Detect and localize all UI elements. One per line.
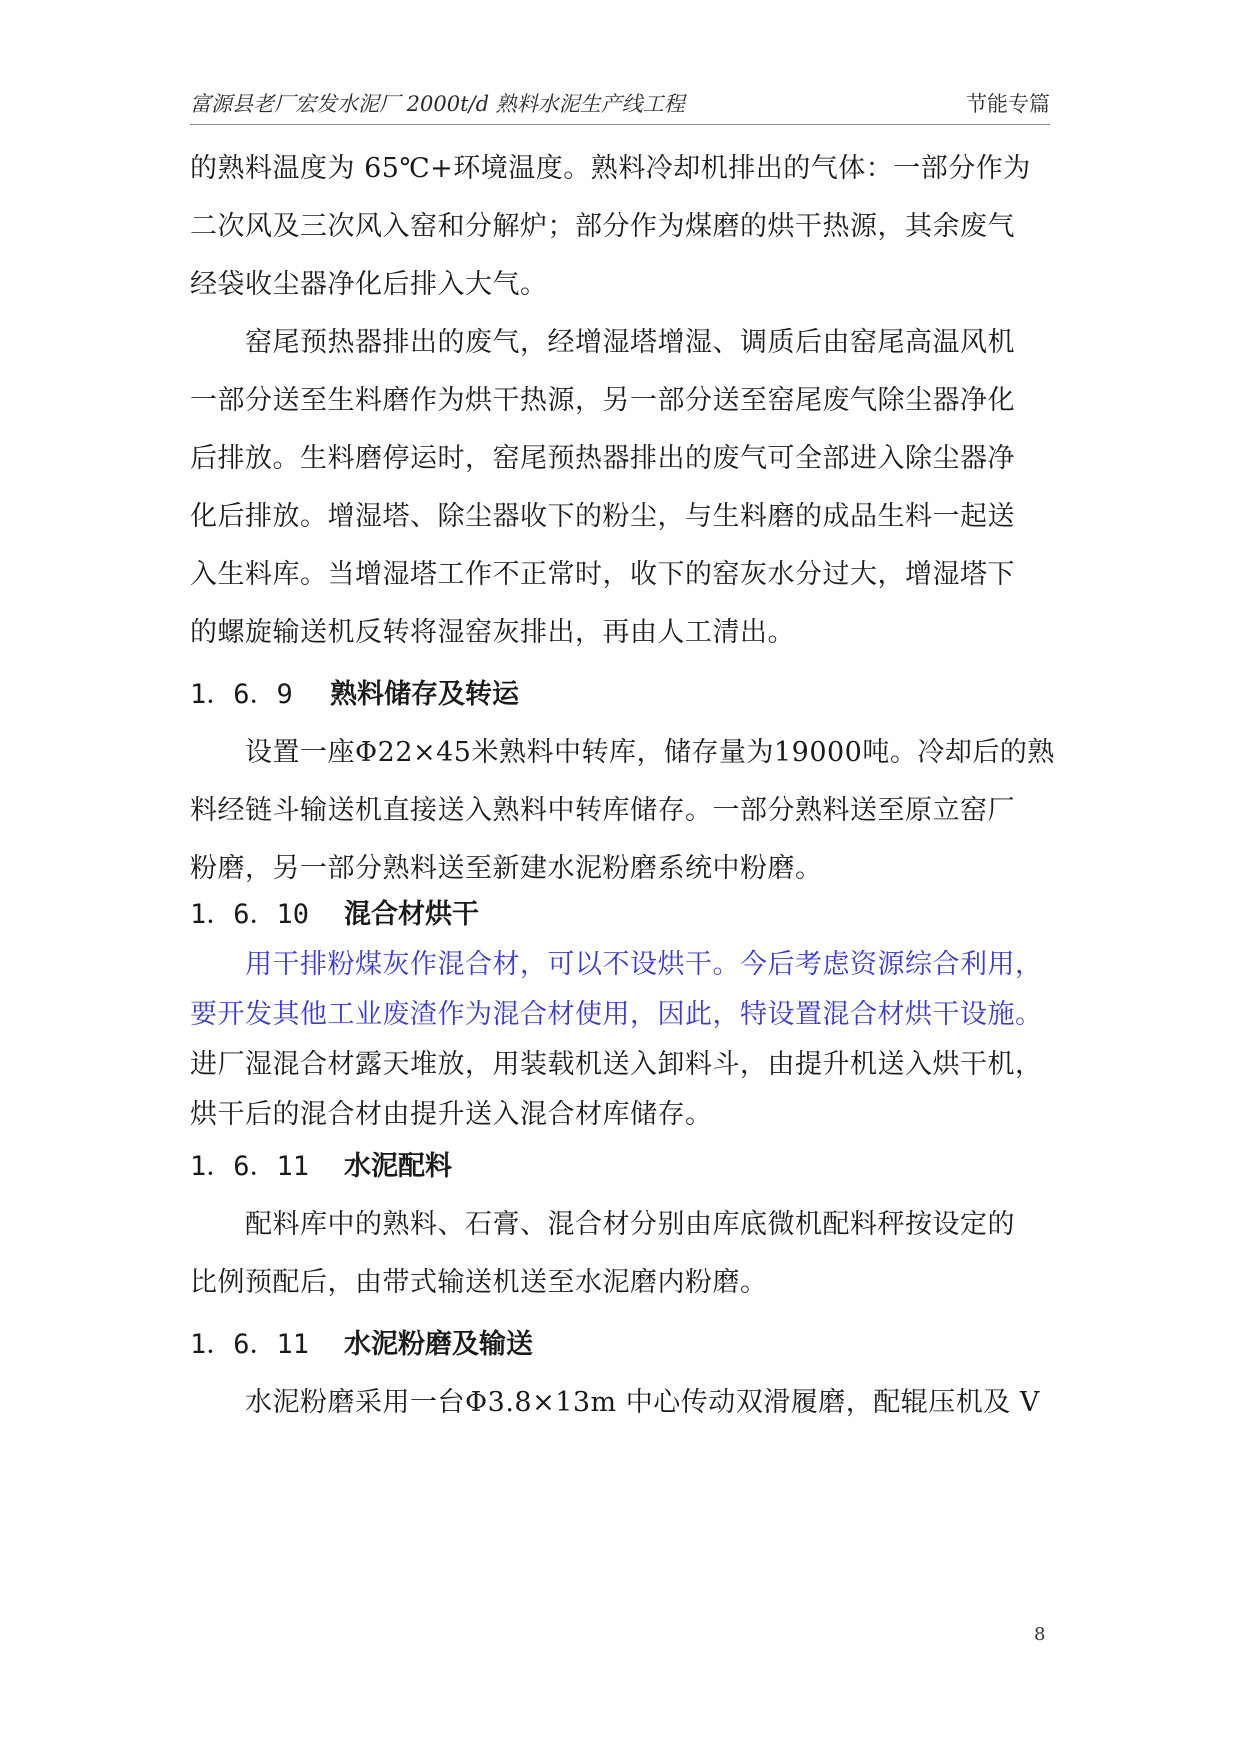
paragraph-line: 化后排放。增湿塔、除尘器收下的粉尘，与生料磨的成品生料一起送 xyxy=(190,501,1015,532)
paragraph-line: 配料库中的熟料、石膏、混合材分别由库底微机配料秤按设定的 xyxy=(245,1209,1015,1240)
section-title: 混合材烘干 xyxy=(344,899,479,930)
paragraph-line: 进厂湿混合材露天堆放，用装载机送入卸料斗，由提升机送入烘干机， xyxy=(190,1049,1043,1080)
section-title: 熟料储存及转运 xyxy=(330,679,519,710)
section-number: 1．6．11 xyxy=(190,1329,310,1360)
paragraph-line-highlighted: 要开发其他工业废渣作为混合材使用，因此，特设置混合材烘干设施。 xyxy=(190,999,1043,1030)
paragraph-line-highlighted: 用干排粉煤灰作混合材，可以不设烘干。今后考虑资源综合利用， xyxy=(245,949,1043,980)
section-heading xyxy=(190,1144,452,1183)
paragraph-line: 入生料库。当增湿塔工作不正常时，收下的窑灰水分过大，增湿塔下 xyxy=(190,559,1015,590)
header-divider xyxy=(190,124,1050,125)
paragraph-line: 比例预配后，由带式输送机送至水泥磨内粉磨。 xyxy=(190,1267,768,1298)
section-number: 1．6．10 xyxy=(190,899,310,930)
paragraph-line: 窑尾预热器排出的废气，经增湿塔增湿、调质后由窑尾高温风机 xyxy=(245,327,1015,358)
section-number: 1．6．11 xyxy=(190,1151,310,1182)
paragraph-line: 二次风及三次风入窑和分解炉；部分作为煤磨的烘干热源，其余废气 xyxy=(190,211,1015,242)
paragraph-line: 的螺旋输送机反转将湿窑灰排出，再由人工清出。 xyxy=(190,617,795,648)
header-section: 节能专篇 xyxy=(966,92,1050,116)
paragraph-line: 一部分送至生料磨作为烘干热源，另一部分送至窑尾废气除尘器净化 xyxy=(190,385,1015,416)
paragraph-line: 水泥粉磨采用一台Φ3.8×13m 中心传动双滑履磨，配辊压机及 V xyxy=(245,1387,1040,1418)
section-number: 1．6．9 xyxy=(190,679,293,710)
paragraph-line: 的熟料温度为 65℃+环境温度。熟料冷却机排出的气体：一部分作为 xyxy=(190,153,1031,184)
section-title: 水泥配料 xyxy=(344,1151,452,1182)
section-heading xyxy=(190,672,519,711)
paragraph-line: 烘干后的混合材由提升送入混合材库储存。 xyxy=(190,1099,713,1130)
paragraph-line: 设置一座Φ22×45米熟料中转库，储存量为19000吨。冷却后的熟 xyxy=(245,737,1055,768)
paragraph-line: 后排放。生料磨停运时，窑尾预热器排出的废气可全部进入除尘器净 xyxy=(190,443,1015,474)
header-title: 富源县老厂宏发水泥厂 2000t/d 熟料水泥生产线工程 xyxy=(190,92,685,116)
page-header xyxy=(190,88,1050,122)
section-heading xyxy=(190,892,479,931)
section-title: 水泥粉磨及输送 xyxy=(344,1329,533,1360)
section-heading xyxy=(190,1322,533,1361)
paragraph-line: 粉磨，另一部分熟料送至新建水泥粉磨系统中粉磨。 xyxy=(190,853,823,884)
paragraph-line: 料经链斗输送机直接送入熟料中转库储存。一部分熟料送至原立窑厂 xyxy=(190,795,1015,826)
paragraph-line: 经袋收尘器净化后排入大气。 xyxy=(190,269,548,300)
page-number: 8 xyxy=(1034,1624,1046,1645)
